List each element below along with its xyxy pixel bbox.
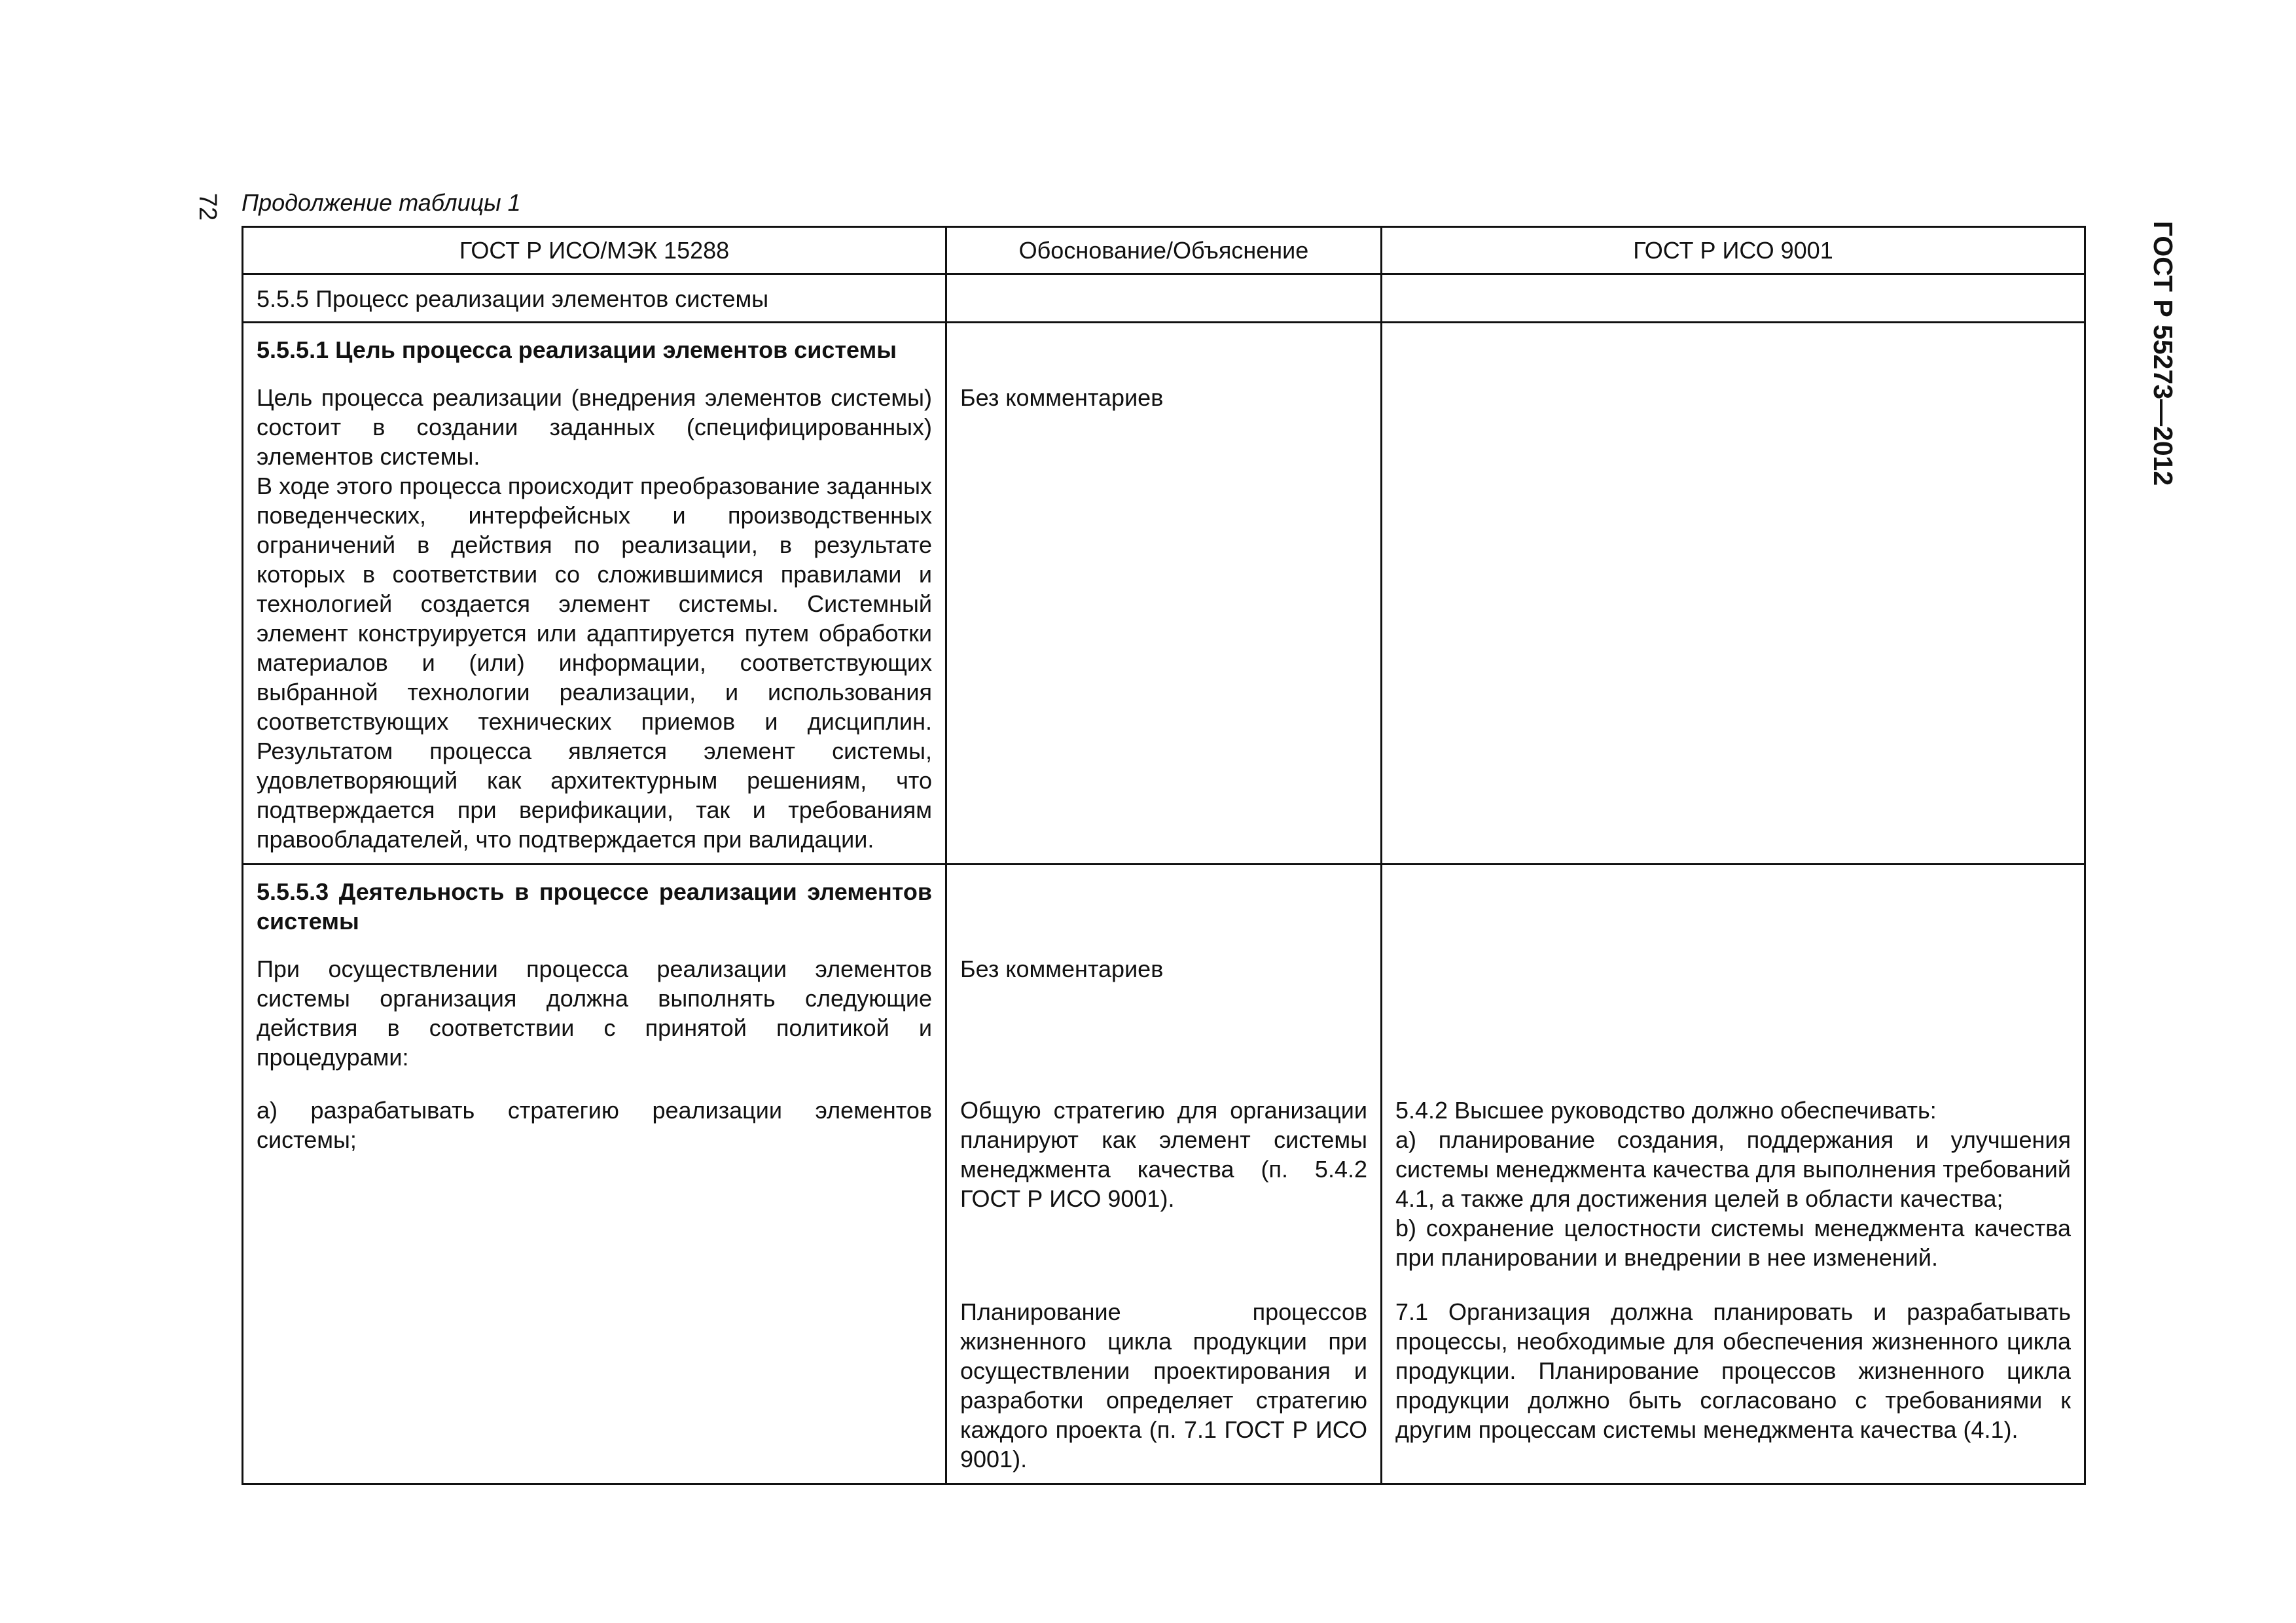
- empty-cell: [243, 1279, 946, 1484]
- iso-clause-5-4-2: 5.4.2 Высшее руководство должно обеспечивать:: [1395, 1097, 1937, 1124]
- activity-intro-explanation-cell: [946, 865, 1382, 1078]
- goal-paragraph-1: Цель процесса реализации (внедрения элементов системы) состоит в создании заданных (специфицированных) элементов системы.: [257, 384, 932, 470]
- goal-explanation: Без комментариев: [960, 384, 1164, 411]
- table-caption: Продолжение таблицы 1: [242, 189, 521, 216]
- item-a-explanation-1-cell: [946, 1077, 1382, 1279]
- empty-cell: [1382, 274, 2085, 323]
- iso-clause-7-1: 7.1 Организация должна планировать и разрабатывать процессы, необходимые для обеспечения жизненного цикла продукции. Планирование процессов жизненного цикла продукции должно быть согласовано с требованиями к другим процессам системы менеджмента качества (4.1).: [1395, 1298, 2071, 1443]
- table-row: [243, 323, 2085, 865]
- table-row: [243, 865, 2085, 1078]
- activity-intro: При осуществлении процесса реализации элементов системы организация должна выполнять следующие действия в соответствии с принятой политикой и процедурами:: [257, 955, 932, 1071]
- header-gost-9001: ГОСТ Р ИСО 9001: [1382, 227, 2085, 274]
- item-a-iso-2-cell: [1382, 1279, 2085, 1484]
- document-code: ГОСТ Р 55273—2012: [2148, 221, 2178, 486]
- empty-cell: [1382, 865, 2085, 1078]
- header-explanation: Обоснование/Объяснение: [946, 227, 1382, 274]
- item-a-iso-1-cell: [1382, 1077, 2085, 1279]
- activity-intro-explanation: Без комментариев: [960, 955, 1164, 982]
- activity-heading: 5.5.5.3 Деятельность в процессе реализации элементов системы: [257, 878, 932, 935]
- table-header-row: [243, 227, 2085, 274]
- page-number: 72: [194, 192, 221, 221]
- goal-heading: 5.5.5.1 Цель процесса реализации элементов системы: [257, 336, 897, 363]
- item-a-explanation-1: Общую стратегию для организации планируют как элемент системы менеджмента качества (п. 5.4.2 ГОСТ Р ИСО 9001).: [960, 1097, 1367, 1212]
- comparison-table: [242, 226, 2086, 1485]
- empty-cell: [946, 274, 1382, 323]
- activity-intro-cell: [243, 865, 946, 1078]
- empty-cell: [1382, 323, 2085, 865]
- table-row: [243, 274, 2085, 323]
- goal-paragraph-2: В ходе этого процесса происходит преобразование заданных поведенческих, интерфейсных и производственных ограничений в действия по реализации, в результате которых в соответствии со сложившимися правилами и технологией создается элемент системы. Системный элемент конструируется или адаптируется путем обработки материалов и (или) информации, соответствующих выбранной технологии реализации, и использования соответствующих технических приемов и дисциплин. Результатом процесса является элемент системы, удовлетворяющий как архитектурным решениям, что подтверждается при верификации, так и требованиям правообладателей, что подтверждается при валидации.: [257, 473, 932, 853]
- item-a-cell: [243, 1077, 946, 1279]
- item-a-explanation-2: Планирование процессов жизненного цикла продукции при осуществлении проектирования и разработки определяет стратегию каждого проекта (п. 7.1 ГОСТ Р ИСО 9001).: [960, 1298, 1367, 1472]
- goal-cell: [243, 323, 946, 865]
- header-gost-15288: ГОСТ Р ИСО/МЭК 15288: [243, 227, 946, 274]
- item-a-text: а) разрабатывать стратегию реализации элементов системы;: [257, 1097, 932, 1153]
- table-row: [243, 1279, 2085, 1484]
- goal-explanation-cell: [946, 323, 1382, 865]
- item-a-explanation-2-cell: [946, 1279, 1382, 1484]
- iso-clause-5-4-2-b: b) сохранение целостности системы менеджмента качества при планировании и внедрении в нее изменений.: [1395, 1215, 2071, 1271]
- iso-clause-5-4-2-a: a) планирование создания, поддержания и улучшения системы менеджмента качества для выполнения требований 4.1, а также для достижения целей в области качества;: [1395, 1126, 2071, 1212]
- section-title: 5.5.5 Процесс реализации элементов системы: [243, 274, 946, 323]
- table-row: [243, 1077, 2085, 1279]
